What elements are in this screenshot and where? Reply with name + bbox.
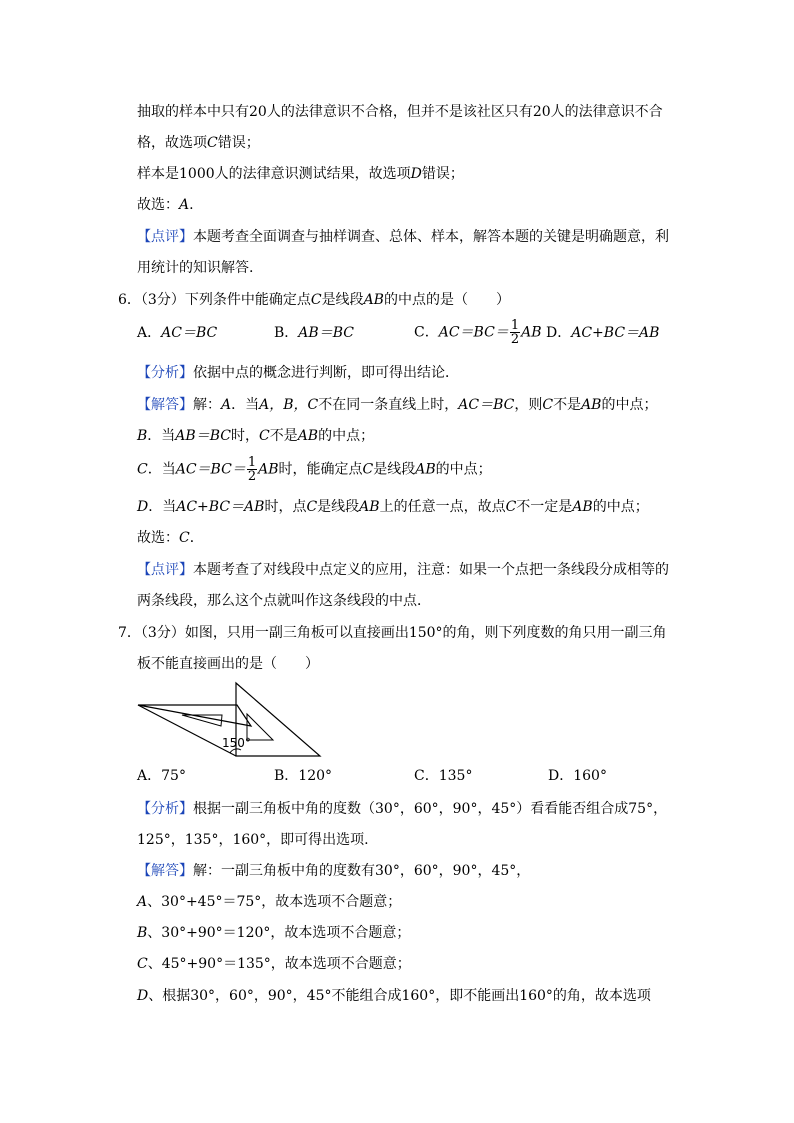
q6-option-b: B．AB＝BC xyxy=(274,325,354,341)
q7-solution-a: A、30°+45°＝75°，故本选项不合题意； xyxy=(137,894,402,910)
q7-option-a: A．75° xyxy=(137,768,186,784)
q6-answer: 故选：C． xyxy=(137,530,204,546)
q6-solution-b: B．当AB＝BC时，C不是AB的中点； xyxy=(137,428,375,444)
q7-solution-d: D、根据30°，60°，90°，45°不能组合成160°，即不能画出160°的角，故本选项 xyxy=(137,988,651,1004)
analysis-tag: 【分析】 xyxy=(137,365,193,381)
q7-solution-b: B、30°+90°＝120°，故本选项不合题意； xyxy=(137,925,411,941)
fraction-one-half: $\frac{1}{2}$ xyxy=(247,455,257,484)
comment-tag: 【点评】 xyxy=(137,562,193,578)
q5-answer: 故选：A. xyxy=(137,197,194,213)
q7-analysis-line2: 125°，135°，160°，即可得出选项. xyxy=(137,832,369,848)
solution-tag: 【解答】 xyxy=(137,397,193,413)
fraction-one-half: $\frac{1}{2}$ xyxy=(510,318,520,347)
q7-option-b: B．120° xyxy=(274,768,333,784)
q7-analysis-line1: 【分析】根据一副三角板中角的度数（30°，60°，90°，45°）看看能否组合成75°， xyxy=(137,801,668,817)
q5-line2: 格，故选项C错误； xyxy=(137,135,260,151)
q6-option-d: D．AC+BC＝AB xyxy=(546,325,660,341)
comment-tag: 【点评】 xyxy=(137,229,193,245)
q5-line1: 抽取的样本中只有20人的法律意识不合格，但并不是该社区只有20人的法律意识不合 xyxy=(137,104,663,120)
set-square-figure xyxy=(130,678,330,760)
q7-stem-line1: 7．（3分）如图，只用一副三角板可以直接画出150°的角，则下列度数的角只用一副三角 xyxy=(118,625,667,641)
q7-option-c: C．135° xyxy=(414,768,473,784)
q7-solution-c: C、45°+90°＝135°，故本选项不合题意； xyxy=(137,956,411,972)
q6-option-c: C．AC＝BC＝ $\frac{1}{2}$ AB xyxy=(414,318,542,347)
q6-solution-c: C．当AC＝BC＝ $\frac{1}{2}$ AB时，能确定点C是线段AB的中点； xyxy=(137,455,492,484)
q6-stem: 6．（3分）下列条件中能确定点C是线段AB的中点的是（ ） xyxy=(118,292,510,308)
q6-analysis: 【分析】依据中点的概念进行判断，即可得出结论． xyxy=(137,365,459,381)
analysis-tag: 【分析】 xyxy=(137,801,193,817)
solution-tag: 【解答】 xyxy=(137,863,193,879)
q6-solution-d: D．当AC+BC＝AB时，点C是线段AB上的任意一点，故点C不一定是AB的中点； xyxy=(137,499,649,515)
q6-solution-a: 【解答】解：A．当A，B，C不在同一条直线上时，AC＝BC，则C不是AB的中点； xyxy=(137,397,658,413)
q7-stem-line2: 板不能直接画出的是（ ） xyxy=(137,656,319,672)
q7-solution-line1: 【解答】解：一副三角板中角的度数有30°，60°，90°，45°， xyxy=(137,863,531,879)
q6-comment-line1: 【点评】本题考查了对线段中点定义的应用，注意：如果一个点把一条线段分成相等的 xyxy=(137,562,669,578)
q6-comment-line2: 两条线段，那么这个点就叫作这条线段的中点． xyxy=(137,593,431,609)
q5-comment-line2: 用统计的知识解答. xyxy=(137,260,254,276)
angle-label: 150° xyxy=(222,736,251,750)
q6-option-a: A．AC＝BC xyxy=(137,325,218,341)
q5-line3: 样本是1000人的法律意识测试结果，故选项D错误； xyxy=(137,166,464,182)
q7-option-d: D．160° xyxy=(548,768,607,784)
q5-comment-line1: 【点评】本题考查全面调查与抽样调查、总体、样本，解答本题的关键是明确题意，利 xyxy=(137,229,669,245)
